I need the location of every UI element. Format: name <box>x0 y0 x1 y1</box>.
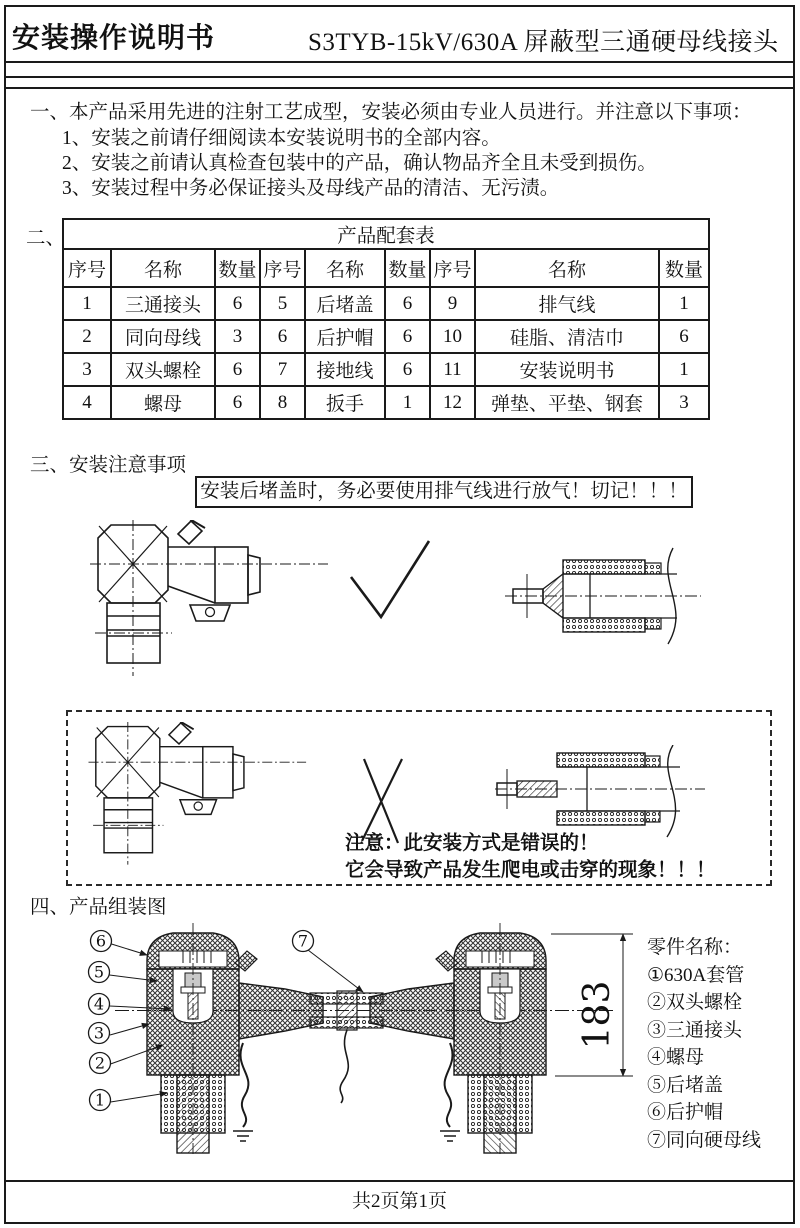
three-way-connector-drawing <box>90 520 335 695</box>
col-header: 名称 <box>475 249 659 287</box>
col-header: 名称 <box>305 249 385 287</box>
callout-6: 6 <box>95 931 107 951</box>
table-row: 2 同向母线 3 6 后护帽 6 10 硅脂、清洁巾 6 <box>63 320 709 353</box>
busbar-end-wrong-drawing <box>495 745 710 840</box>
page-title: 安装操作说明书 <box>12 23 216 54</box>
parts-list-item: ⑦同向硬母线 <box>647 1129 762 1151</box>
callout-2: 2 <box>94 1053 106 1073</box>
callout-5: 5 <box>93 962 105 982</box>
callout-3: 3 <box>93 1023 105 1043</box>
parts-list-item: ②双头螺栓 <box>647 992 743 1013</box>
section3-heading: 三、安装注意事项 <box>30 455 187 476</box>
table-title: 产品配套表 <box>63 219 709 249</box>
table-row: 3 双头螺栓 6 7 接地线 6 11 安装说明书 1 <box>63 353 709 386</box>
accessories-table <box>62 218 710 420</box>
section1-item: 2、安装之前请认真检查包装中的产品，确认物品齐全且未受到损伤。 <box>62 153 657 174</box>
section1-heading: 一、本产品采用先进的注射工艺成型，安装必须由专业人员进行。并注意以下事项： <box>30 102 752 123</box>
section2-label: 二、 <box>26 228 66 249</box>
callout-4: 4 <box>93 994 105 1014</box>
section4-heading: 四、产品组装图 <box>30 897 167 918</box>
parts-list-item: ④螺母 <box>647 1047 705 1068</box>
header-divider-2 <box>4 76 795 78</box>
col-header: 数量 <box>215 249 260 287</box>
col-header: 序号 <box>260 249 305 287</box>
parts-list-item: ⑥后护帽 <box>647 1102 724 1123</box>
section1-item: 1、安装之前请仔细阅读本安装说明书的全部内容。 <box>62 128 501 149</box>
col-header: 序号 <box>63 249 111 287</box>
busbar-end-correct-drawing <box>505 546 705 646</box>
wrong-note-line1: 注意：此安装方式是错误的！ <box>345 833 599 854</box>
wrong-note-line2: 它会导致产品发生爬电或击穿的现象！！！ <box>345 860 716 881</box>
dimension-label: 183 <box>577 980 618 1050</box>
parts-list <box>647 934 761 1154</box>
parts-list-title: 零件名称： <box>647 937 743 958</box>
header-divider <box>4 61 795 63</box>
col-header: 数量 <box>659 249 709 287</box>
callout-1: 1 <box>94 1090 106 1110</box>
parts-list-item: ①630A套管 <box>647 964 745 986</box>
warning-box: 安装后堵盖时，务必要使用排气线进行放气！切记！！！ <box>195 476 693 508</box>
parts-list-item: ⑤后堵盖 <box>647 1074 724 1096</box>
content-top-divider <box>4 87 795 89</box>
three-way-connector-drawing <box>88 722 313 882</box>
parts-list-item: ③三通接头 <box>647 1019 743 1041</box>
callout-7: 7 <box>297 931 309 951</box>
table-row: 1 三通接头 6 5 后堵盖 6 9 排气线 1 <box>63 287 709 320</box>
assembly-cross-section-drawing <box>85 923 640 1155</box>
col-header: 序号 <box>430 249 475 287</box>
product-model-title: S3TYB-15kV/630A 屏蔽型三通硬母线接头 <box>308 29 779 56</box>
section1-item: 3、安装过程中务必保证接头及母线产品的清洁、无污渍。 <box>62 178 560 199</box>
page-number: 共2页第1页 <box>351 1191 447 1212</box>
check-mark-icon <box>343 533 435 625</box>
table-row: 4 螺母 6 8 扳手 1 12 弹垫、平垫、钢套 3 <box>63 386 709 419</box>
col-header: 名称 <box>111 249 215 287</box>
footer-divider <box>4 1180 795 1182</box>
col-header: 数量 <box>385 249 430 287</box>
